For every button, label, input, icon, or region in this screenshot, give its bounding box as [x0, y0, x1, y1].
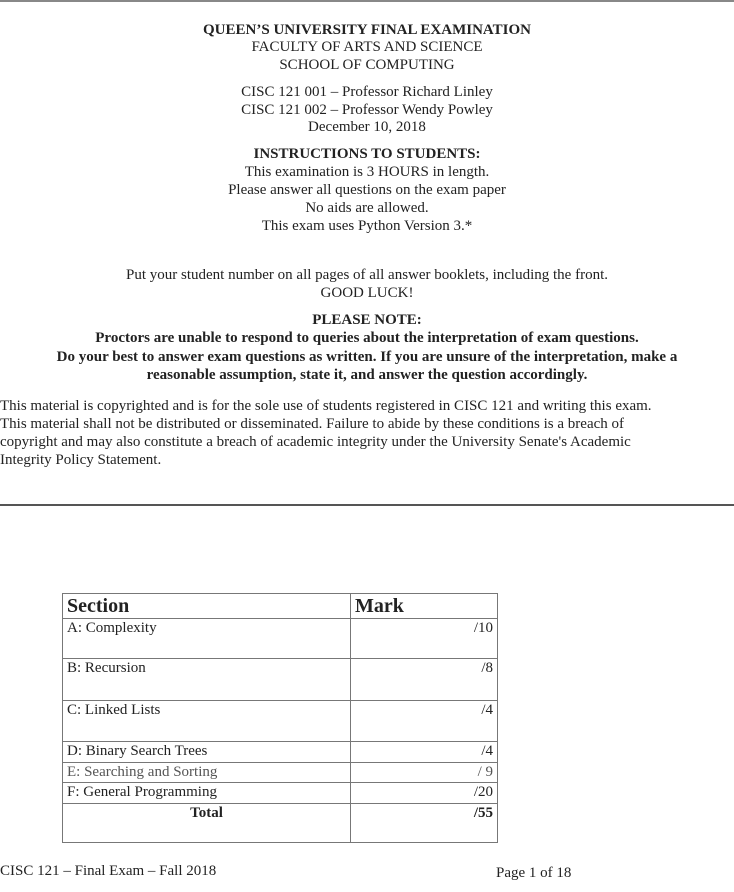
- total-row: [63, 804, 498, 843]
- note-heading: PLEASE NOTE:: [312, 312, 422, 328]
- note-line: reasonable assumption, state it, and answer the question accordingly.: [146, 367, 588, 383]
- section-mark: /4: [351, 701, 498, 742]
- mark-header: Mark: [351, 594, 498, 619]
- page-number: Page 1 of 18: [496, 865, 572, 881]
- table-row: [63, 742, 498, 763]
- section-name: A: Complexity: [63, 619, 351, 659]
- copyright-line: This material is copyrighted and is for the sole use of students registered in CISC 121 and writing this exam.: [0, 398, 652, 414]
- section-name: D: Binary Search Trees: [63, 742, 351, 763]
- instruction-line: This examination is 3 HOURS in length.: [244, 164, 490, 180]
- section-header: Section: [63, 594, 351, 619]
- total-label: Total: [63, 804, 351, 843]
- copyright-line: This material shall not be distributed or disseminated. Failure to abide by these conditions is a breach of: [0, 416, 625, 432]
- top-rule: [0, 0, 734, 2]
- course-section-1: CISC 121 001 – Professor Richard Linley: [241, 84, 493, 100]
- copyright-line: Integrity Policy Statement.: [0, 452, 162, 468]
- section-mark: /20: [351, 783, 498, 804]
- school: SCHOOL OF COMPUTING: [279, 57, 455, 73]
- course-section-2: CISC 121 002 – Professor Wendy Powley: [241, 102, 493, 118]
- table-row: [63, 783, 498, 804]
- table-row: [63, 763, 498, 783]
- exam-date: December 10, 2018: [308, 119, 426, 135]
- section-name: F: General Programming: [63, 783, 351, 804]
- note-line: Proctors are unable to respond to queries about the interpretation of exam questions.: [95, 330, 639, 346]
- total-mark: /55: [351, 804, 498, 843]
- section-mark: /8: [351, 659, 498, 701]
- footer-course: CISC 121 – Final Exam – Fall 2018: [0, 863, 217, 879]
- exam-title: QUEEN’S UNIVERSITY FINAL EXAMINATION: [203, 22, 531, 38]
- marks-table: [62, 593, 498, 843]
- copyright-line: copyright and may also constitute a breach of academic integrity under the University Senate's Academic: [0, 434, 631, 450]
- note-line: Do your best to answer exam questions as written. If you are unsure of the interpretation, make a: [56, 349, 678, 365]
- section-name: E: Searching and Sorting: [63, 763, 351, 783]
- section-mark: /10: [351, 619, 498, 659]
- instruction-line: This exam uses Python Version 3.*: [261, 218, 473, 234]
- table-row: [63, 701, 498, 742]
- instructions-heading: INSTRUCTIONS TO STUDENTS:: [253, 146, 481, 162]
- table-row: [63, 619, 498, 659]
- good-luck: GOOD LUCK!: [320, 285, 414, 301]
- table-row: [63, 659, 498, 701]
- instruction-line: Please answer all questions on the exam paper: [228, 182, 506, 198]
- section-mark: /4: [351, 742, 498, 763]
- divider: [0, 504, 734, 506]
- student-number-note: Put your student number on all pages of all answer booklets, including the front.: [126, 267, 608, 283]
- faculty: FACULTY OF ARTS AND SCIENCE: [251, 39, 483, 55]
- section-mark: / 9: [351, 763, 498, 783]
- section-name: B: Recursion: [63, 659, 351, 701]
- instruction-line: No aids are allowed.: [305, 200, 429, 216]
- section-name: C: Linked Lists: [63, 701, 351, 742]
